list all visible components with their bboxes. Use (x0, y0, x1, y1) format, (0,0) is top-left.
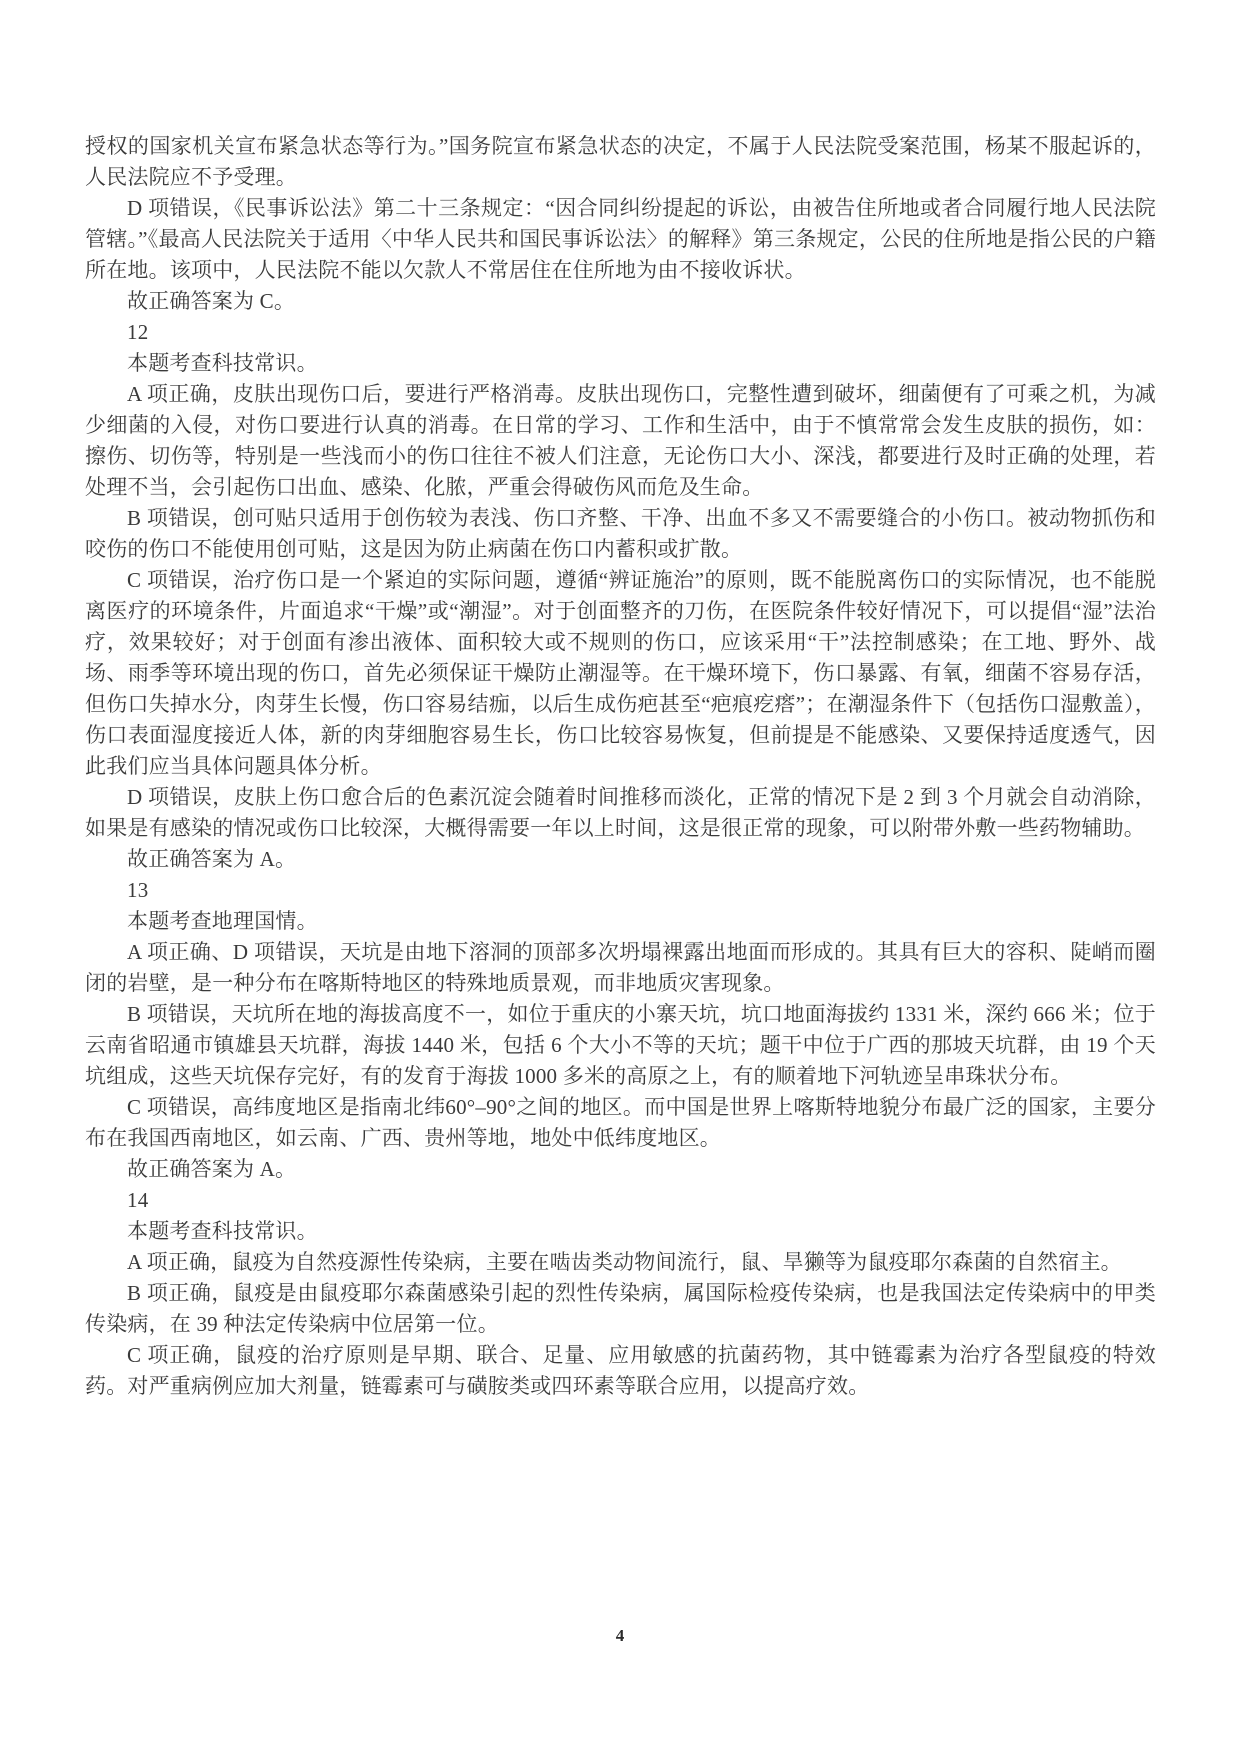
question-number-12: 12 (127, 320, 149, 344)
answer-line-q12: 故正确答案为 A。 (127, 847, 297, 871)
paragraph-q12-option-c: C 项错误，治疗伤口是一个紧迫的实际问题，遵循“辨证施治”的原则，既不能脱离伤口的实际情况，也不能脱离医疗的环境条件，片面追求“干燥”或“潮湿”。对于创面整齐的刀伤，在医院条件较好情况下，可以提倡“湿”法治疗，效果较好；对于创面有渗出液体、面积较大或不规则的伤口，应该采用“干”法控制感染；在工地、野外、战场、雨季等环境出现的伤口，首先必须保证干燥防止潮湿等。在干燥环境下，伤口暴露、有氧，细菌不容易存活，但伤口失掉水分，肉芽生长慢，伤口容易结痂，以后生成伤疤甚至“疤痕疙瘩”；在潮湿条件下（包括伤口湿敷盖），伤口表面湿度接近人体，新的肉芽细胞容易生长，伤口比较容易恢复，但前提是不能感染、又要保持适度透气，因此我们应当具体问题具体分析。 (85, 568, 1156, 778)
exam-point-q14: 本题考查科技常识。 (127, 1219, 318, 1243)
paragraph-q12-option-d: D 项错误，皮肤上伤口愈合后的色素沉淀会随着时间推移而淡化，正常的情况下是 2 到 3 个月就会自动消除，如果是有感染的情况或伤口比较深，大概得需要一年以上时间，这是很正常的现象，可以附带外敷一些药物辅助。 (85, 785, 1156, 840)
paragraph-q11-option-d: D 项错误，《民事诉讼法》第二十三条规定：“因合同纠纷提起的诉讼，由被告住所地或者合同履行地人民法院管辖。”《最高人民法院关于适用〈中华人民共和国民事诉讼法〉的解释》第三条规定，公民的住所地是指公民的户籍所在地。该项中，人民法院不能以欠款人不常居住在住所地为由不接收诉状。 (85, 196, 1156, 282)
paragraph-continuation: 授权的国家机关宣布紧急状态等行为。”国务院宣布紧急状态的决定，不属于人民法院受案范围，杨某不服起诉的，人民法院应不予受理。 (85, 134, 1156, 189)
paragraph-q12-option-a: A 项正确，皮肤出现伤口后，要进行严格消毒。皮肤出现伤口，完整性遭到破坏，细菌便有了可乘之机，为减少细菌的入侵，对伤口要进行认真的消毒。在日常的学习、工作和生活中，由于不慎常常会发生皮肤的损伤，如：擦伤、切伤等，特别是一些浅而小的伤口往往不被人们注意，无论伤口大小、深浅，都要进行及时正确的处理，若处理不当，会引起伤口出血、感染、化脓，严重会得破伤风而危及生命。 (85, 382, 1156, 499)
paragraph-q13-option-ad: A 项正确、D 项错误，天坑是由地下溶洞的顶部多次坍塌裸露出地面而形成的。其具有巨大的容积、陡峭而圈闭的岩壁，是一种分布在喀斯特地区的特殊地质景观，而非地质灾害现象。 (85, 940, 1156, 995)
page-number: 4 (615, 1626, 625, 1645)
paragraph-q13-option-b: B 项错误，天坑所在地的海拔高度不一，如位于重庆的小寨天坑，坑口地面海拔约 1331 米，深约 666 米；位于云南省昭通市镇雄县天坑群，海拔 1440 米，包括 6 个大小不等的天坑；题干中位于广西的那坡天坑群，由 19 个天坑组成，这些天坑保存完好，有的发育于海拔 1000 多米的高原之上，有的顺着地下河轨迹呈串珠状分布。 (85, 1002, 1156, 1088)
paragraph-q12-option-b: B 项错误，创可贴只适用于创伤较为表浅、伤口齐整、干净、出血不多又不需要缝合的小伤口。被动物抓伤和咬伤的伤口不能使用创可贴，这是因为防止病菌在伤口内蓄积或扩散。 (85, 506, 1156, 561)
question-number-13: 13 (127, 878, 149, 902)
paragraph-q13-option-c: C 项错误，高纬度地区是指南北纬60°–90°之间的地区。而中国是世界上喀斯特地貌分布最广泛的国家，主要分布在我国西南地区，如云南、广西、贵州等地，地处中低纬度地区。 (85, 1095, 1156, 1150)
answer-line-q13: 故正确答案为 A。 (127, 1157, 297, 1181)
document-body (85, 131, 1156, 1402)
paragraph-q14-option-b: B 项正确，鼠疫是由鼠疫耶尔森菌感染引起的烈性传染病，属国际检疫传染病，也是我国法定传染病中的甲类传染病，在 39 种法定传染病中位居第一位。 (85, 1281, 1156, 1336)
paragraph-q14-option-a: A 项正确，鼠疫为自然疫源性传染病，主要在啮齿类动物间流行，鼠、旱獭等为鼠疫耶尔森菌的自然宿主。 (127, 1250, 1122, 1274)
paragraph-q14-option-c: C 项正确，鼠疫的治疗原则是早期、联合、足量、应用敏感的抗菌药物，其中链霉素为治疗各型鼠疫的特效药。对严重病例应加大剂量，链霉素可与磺胺类或四环素等联合应用，以提高疗效。 (85, 1343, 1156, 1398)
exam-point-q12: 本题考查科技常识。 (127, 351, 318, 375)
exam-point-q13: 本题考查地理国情。 (127, 909, 318, 933)
answer-line-q11: 故正确答案为 C。 (127, 289, 296, 313)
question-number-14: 14 (127, 1188, 149, 1212)
